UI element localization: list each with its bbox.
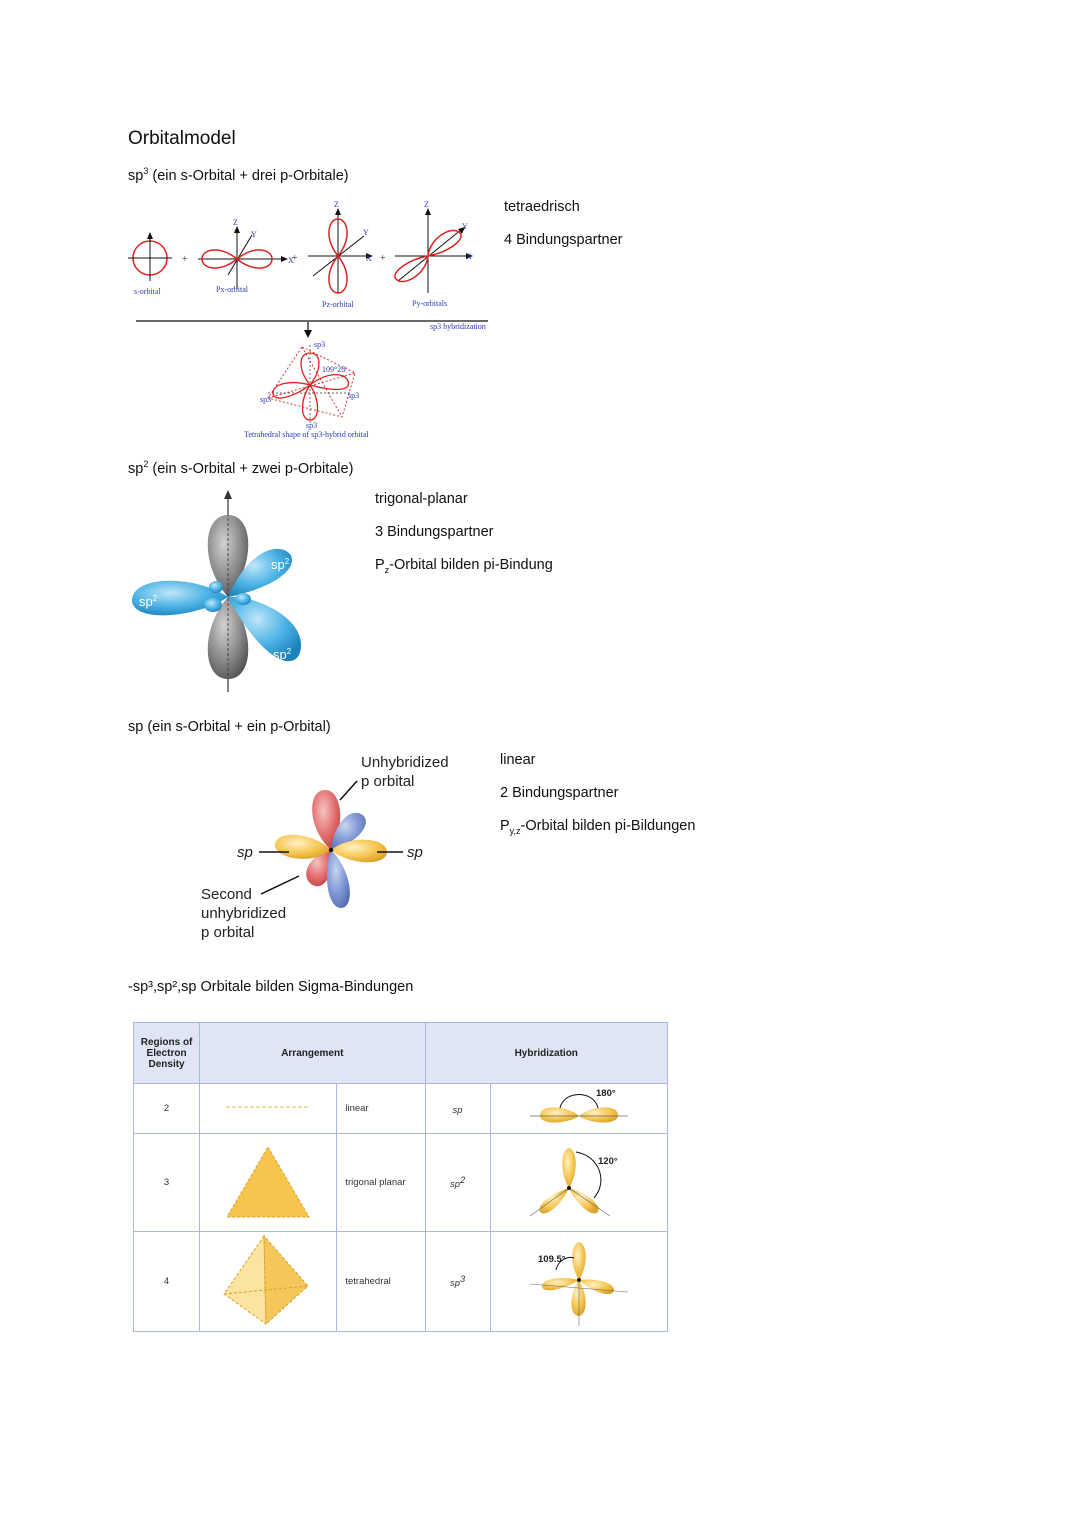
unhybridized-label-1: Unhybridized: [361, 754, 449, 771]
svg-text:sp3: sp3: [306, 421, 318, 430]
svg-text:sp3: sp3: [348, 391, 360, 400]
header-regions: Regions of Electron Density: [134, 1023, 200, 1084]
sp-note-pi-bond: $P_{y,z}$-Orbital bilden pi-Bildungen: [500, 818, 696, 836]
svg-text:109.5°: 109.5°: [537, 1254, 566, 1265]
tetrahedral-shape-label: Tetrahedral shape of sp3-hybrid orbital: [244, 430, 369, 439]
pz-orbital-label: Pz-orbital: [322, 300, 354, 309]
trigonal-shape: [200, 1134, 337, 1232]
header-arrangement: Arrangement: [200, 1023, 425, 1084]
svg-text:X: X: [466, 252, 472, 261]
svg-text:180°: 180°: [595, 1088, 616, 1099]
svg-text:X: X: [288, 256, 294, 265]
py-orbital-figure: [395, 200, 473, 308]
sp3-note-partners: 4 Bindungspartner: [504, 232, 623, 248]
sp-heading: sp (ein s-Orbital + ein p-Orbital): [128, 719, 331, 735]
tetrahedral-sp3-figure: [244, 340, 370, 439]
svg-text:Z: Z: [233, 218, 238, 227]
svg-text:sp3: sp3: [260, 395, 272, 404]
sp2-label-lower-right: $sp^2$: [273, 647, 292, 662]
s-orbital-figure: [128, 232, 188, 296]
hybridization-table: [133, 1022, 668, 1332]
px-orbital-label: Px-orbital: [216, 285, 248, 294]
header-hybridization: Hybridization: [425, 1023, 667, 1084]
py-orbital-label: Py-orbitals: [412, 299, 448, 308]
svg-text:Z: Z: [424, 200, 429, 209]
sigma-bond-note: -sp³,sp²,sp Orbitale bilden Sigma-Bindungen: [128, 979, 414, 995]
tetrahedral-shape: [200, 1232, 337, 1332]
sp3-hybridization-label: sp3 hybridization: [430, 322, 486, 331]
sp2-label-left: $sp^2$: [139, 594, 158, 609]
svg-text:+: +: [380, 253, 386, 264]
second-label-3: p orbital: [201, 924, 255, 941]
pz-orbital-figure: [308, 200, 386, 309]
sp3-heading: $sp^3$ (ein s-Orbital + drei p-Orbitale): [128, 166, 349, 184]
sp2-label-upper-right: $sp^2$: [271, 557, 290, 572]
sp-orbital-diagram: [195, 748, 470, 948]
linear-shape: [200, 1084, 337, 1134]
sp-label-right: sp: [407, 844, 423, 861]
sp2-note-partners: 3 Bindungspartner: [375, 524, 494, 540]
sp-note-geometry: linear: [500, 752, 536, 768]
svg-text:X: X: [366, 254, 372, 263]
table-row: 4 tetrahedral $sp^3$ 109.5°: [134, 1232, 668, 1332]
second-label-1: Second: [201, 886, 252, 903]
px-orbital-figure: [198, 218, 298, 294]
svg-text:Z: Z: [334, 200, 339, 209]
sp2-orbital-diagram: [125, 487, 315, 699]
svg-text:+: +: [292, 253, 298, 264]
unhybridized-label-2: p orbital: [361, 773, 415, 790]
sp-hybrid-figure: [490, 1084, 667, 1134]
table-row: 2 linear sp 180°: [134, 1084, 668, 1134]
page-title: Orbitalmodel: [128, 128, 236, 149]
s-orbital-label: s-orbital: [134, 287, 161, 296]
sp2-hybrid-figure: [490, 1134, 667, 1232]
table-row: 3 trigonal planar $sp^2$ 120°: [134, 1134, 668, 1232]
sp2-note-geometry: trigonal-planar: [375, 491, 468, 507]
sp3-hybrid-figure: [490, 1232, 667, 1332]
angle-label: 109°28': [322, 365, 347, 374]
svg-text:Y: Y: [363, 228, 369, 237]
sp-note-partners: 2 Bindungspartner: [500, 785, 619, 801]
second-label-2: unhybridized: [201, 905, 287, 922]
svg-text:sp3: sp3: [314, 340, 326, 349]
sp3-note-geometry: tetraedrisch: [504, 199, 580, 215]
sp-label-left: sp: [237, 844, 253, 861]
plus-1: +: [182, 254, 188, 265]
sp2-heading: $sp^2$ (ein s-Orbital + zwei p-Orbitale): [128, 459, 354, 477]
svg-text:Y: Y: [251, 230, 257, 239]
svg-text:Y: Y: [462, 222, 468, 231]
sp3-hybridization-diagram: [120, 195, 500, 445]
svg-text:120°: 120°: [597, 1156, 618, 1167]
sp2-note-pi-bond: $P_z$-Orbital bilden pi-Bindung: [375, 557, 553, 575]
